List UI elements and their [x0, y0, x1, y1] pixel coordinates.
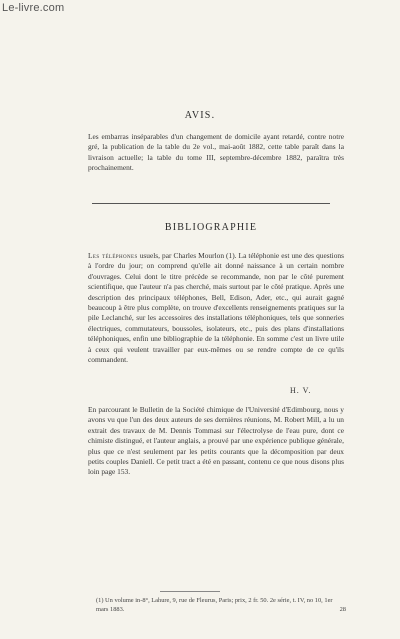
- footnote-text: (1) Un volume in-8°, Lahure, 9, rue de Fleurus, Paris; prix, 2 fr. 50. 2e série, t. IV, no 10, 1er mars 1883.: [96, 597, 333, 613]
- bibliographie-heading: BIBLIOGRAPHIE: [164, 222, 258, 233]
- reviewer-signature: H. V.: [290, 386, 312, 395]
- bibliographie-paragraph: [88, 251, 344, 365]
- avis-heading: AVIS.: [184, 110, 216, 121]
- footnote-divider: [160, 591, 220, 592]
- page-number: 28: [339, 606, 346, 613]
- avis-paragraph: Les embarras inséparables d'un changement de domicile ayant retardé, contre notre gré, la publication de la table du 2e vol., mai-août 1882, cette table paraît dans la livraison actuelle; la table du tome III, septembre-décembre 1882, paraîtra très prochainement.: [88, 132, 344, 173]
- watermark: Le-livre.com: [2, 2, 65, 14]
- bulletin-paragraph: En parcourant le Bulletin de la Société chimique de l'Université d'Edimbourg, nous y avons vu que l'un des deux auteurs de ses dernières réunions, M. Robert Mill, a lu un extrait des travaux de M. Dennis Tommasi sur l'électrolyse de l'eau pure, dont ce chimiste distingué, et l'auteur anglais, a prouvé par une expérience publique générale, plus que ce n'est seulement par les petits courants que la décomposition par deux petits couples Daniell. Ce petit tract a été en passant, contenu ce que nous disons plus loin page 153.: [88, 405, 344, 477]
- review-text: usuels, par Charles Mourlon (1). La téléphonie est une des questions à l'ordre du jour; on comprend qu'elle ait donné naissance à un certain nombre d'ouvrages. Celui dont le titre précède se recommande, non par le côté purement scientifique, que l'auteur n'a pas cherché, mais surtout par le côté pratique. Après une description des principaux téléphones, Bell, Edison, Ader, etc., qui aurait gagné beaucoup à être plus complète, on trouve d'excellents renseignements pratiques sur la pile Leclanché, sur les accessoires des installations téléphoniques, tels que sonneries électriques, commutateurs, boussoles, isolateurs, etc., puis des plans d'installations téléphoniques, enfin une bibliographie de la téléphonie. En somme c'est un livre utile à ceux qui veulent travailler par eux-mêmes ou se rendre compte de ce qu'ils commandent.: [88, 251, 344, 365]
- book-title: Les téléphones: [88, 251, 138, 260]
- section-divider: [92, 203, 330, 204]
- footnote: [96, 596, 346, 614]
